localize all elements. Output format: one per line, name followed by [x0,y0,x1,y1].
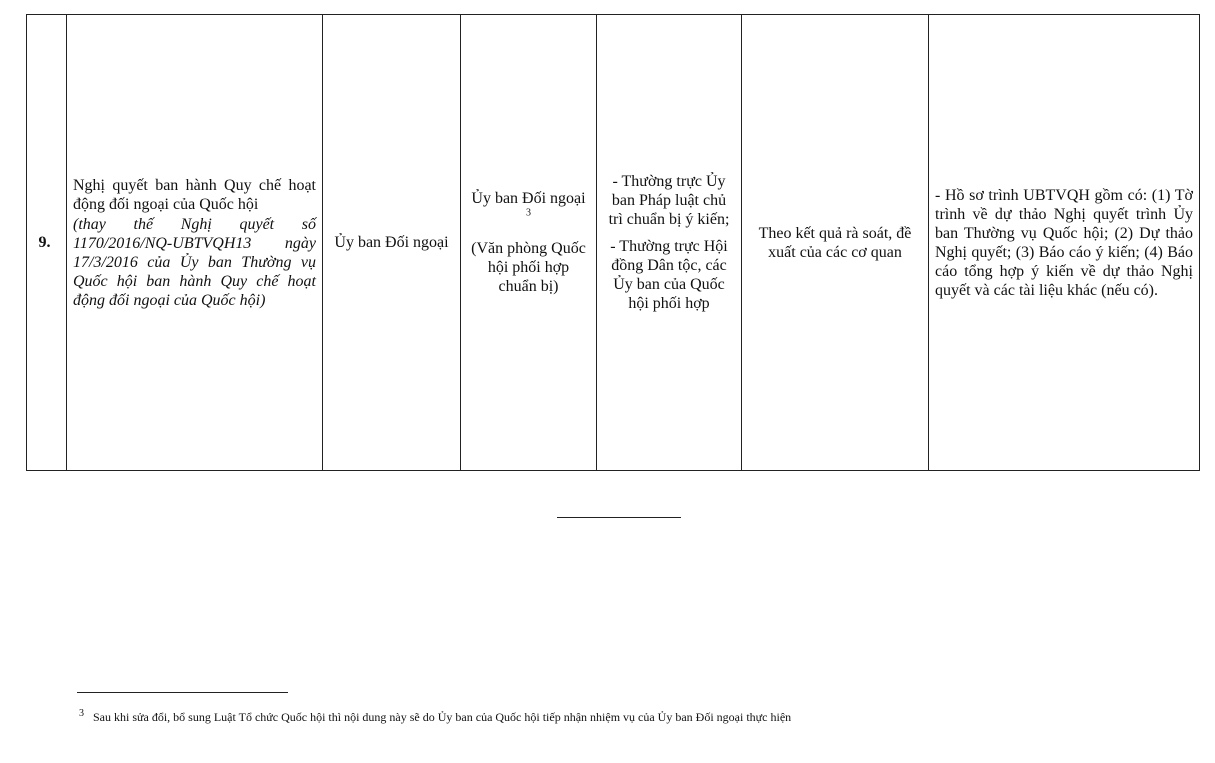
footnote-reference: 3 [526,207,531,219]
document-title: Nghị quyết ban hành Quy chế hoạt động đối ngoại của Quốc hội [73,176,316,213]
section-divider [557,517,681,518]
drafting-agency: Ủy ban Đối ngoại [471,190,586,207]
review-lead: - Thường trực Ủy ban Pháp luật chủ trì chuẩn bị ý kiến; [608,173,730,228]
document-table [26,14,1200,471]
review-agencies-cell [597,15,742,471]
dossier: - Hồ sơ trình UBTVQH gồm có: (1) Tờ trình về dự thảo Nghị quyết trình Ủy ban Thường vụ Quốc hội; (2) Dự thảo Nghị quyết; (3) Báo cáo ý kiến; (4) Báo cáo tổng hợp ý kiến về dự thảo Nghị quyết và các tài liệu khác (nếu có). [929,15,1200,471]
footnote [79,709,791,725]
drafting-agency-cell [461,15,597,471]
footnote-text: Sau khi sửa đổi, bổ sung Luật Tổ chức Quốc hội thì nội dung này sẽ do Ủy ban của Quốc hội tiếp nhận nhiệm vụ của Ủy ban Đối ngoại thực hiện [93,710,792,724]
submitting-agency: Ủy ban Đối ngoại [323,15,461,471]
document-title-cell [67,15,323,471]
row-number: 9. [27,15,67,471]
timeline: Theo kết quả rà soát, đề xuất của các cơ quan [742,15,929,471]
review-coordinate: - Thường trực Hội đồng Dân tộc, các Ủy ban của Quốc hội phối hợp [610,238,728,312]
document-title-note: (thay thế Nghị quyết số 1170/2016/NQ-UBTVQH13 ngày 17/3/2016 của Ủy ban Thường vụ Quốc hội ban hành Quy chế hoạt động đối ngoại của Quốc hội) [73,215,316,309]
drafting-note: (Văn phòng Quốc hội phối hợp chuẩn bị) [471,240,586,295]
table-row [27,15,1200,471]
footnote-divider [77,692,288,693]
footnote-mark: 3 [79,708,84,719]
